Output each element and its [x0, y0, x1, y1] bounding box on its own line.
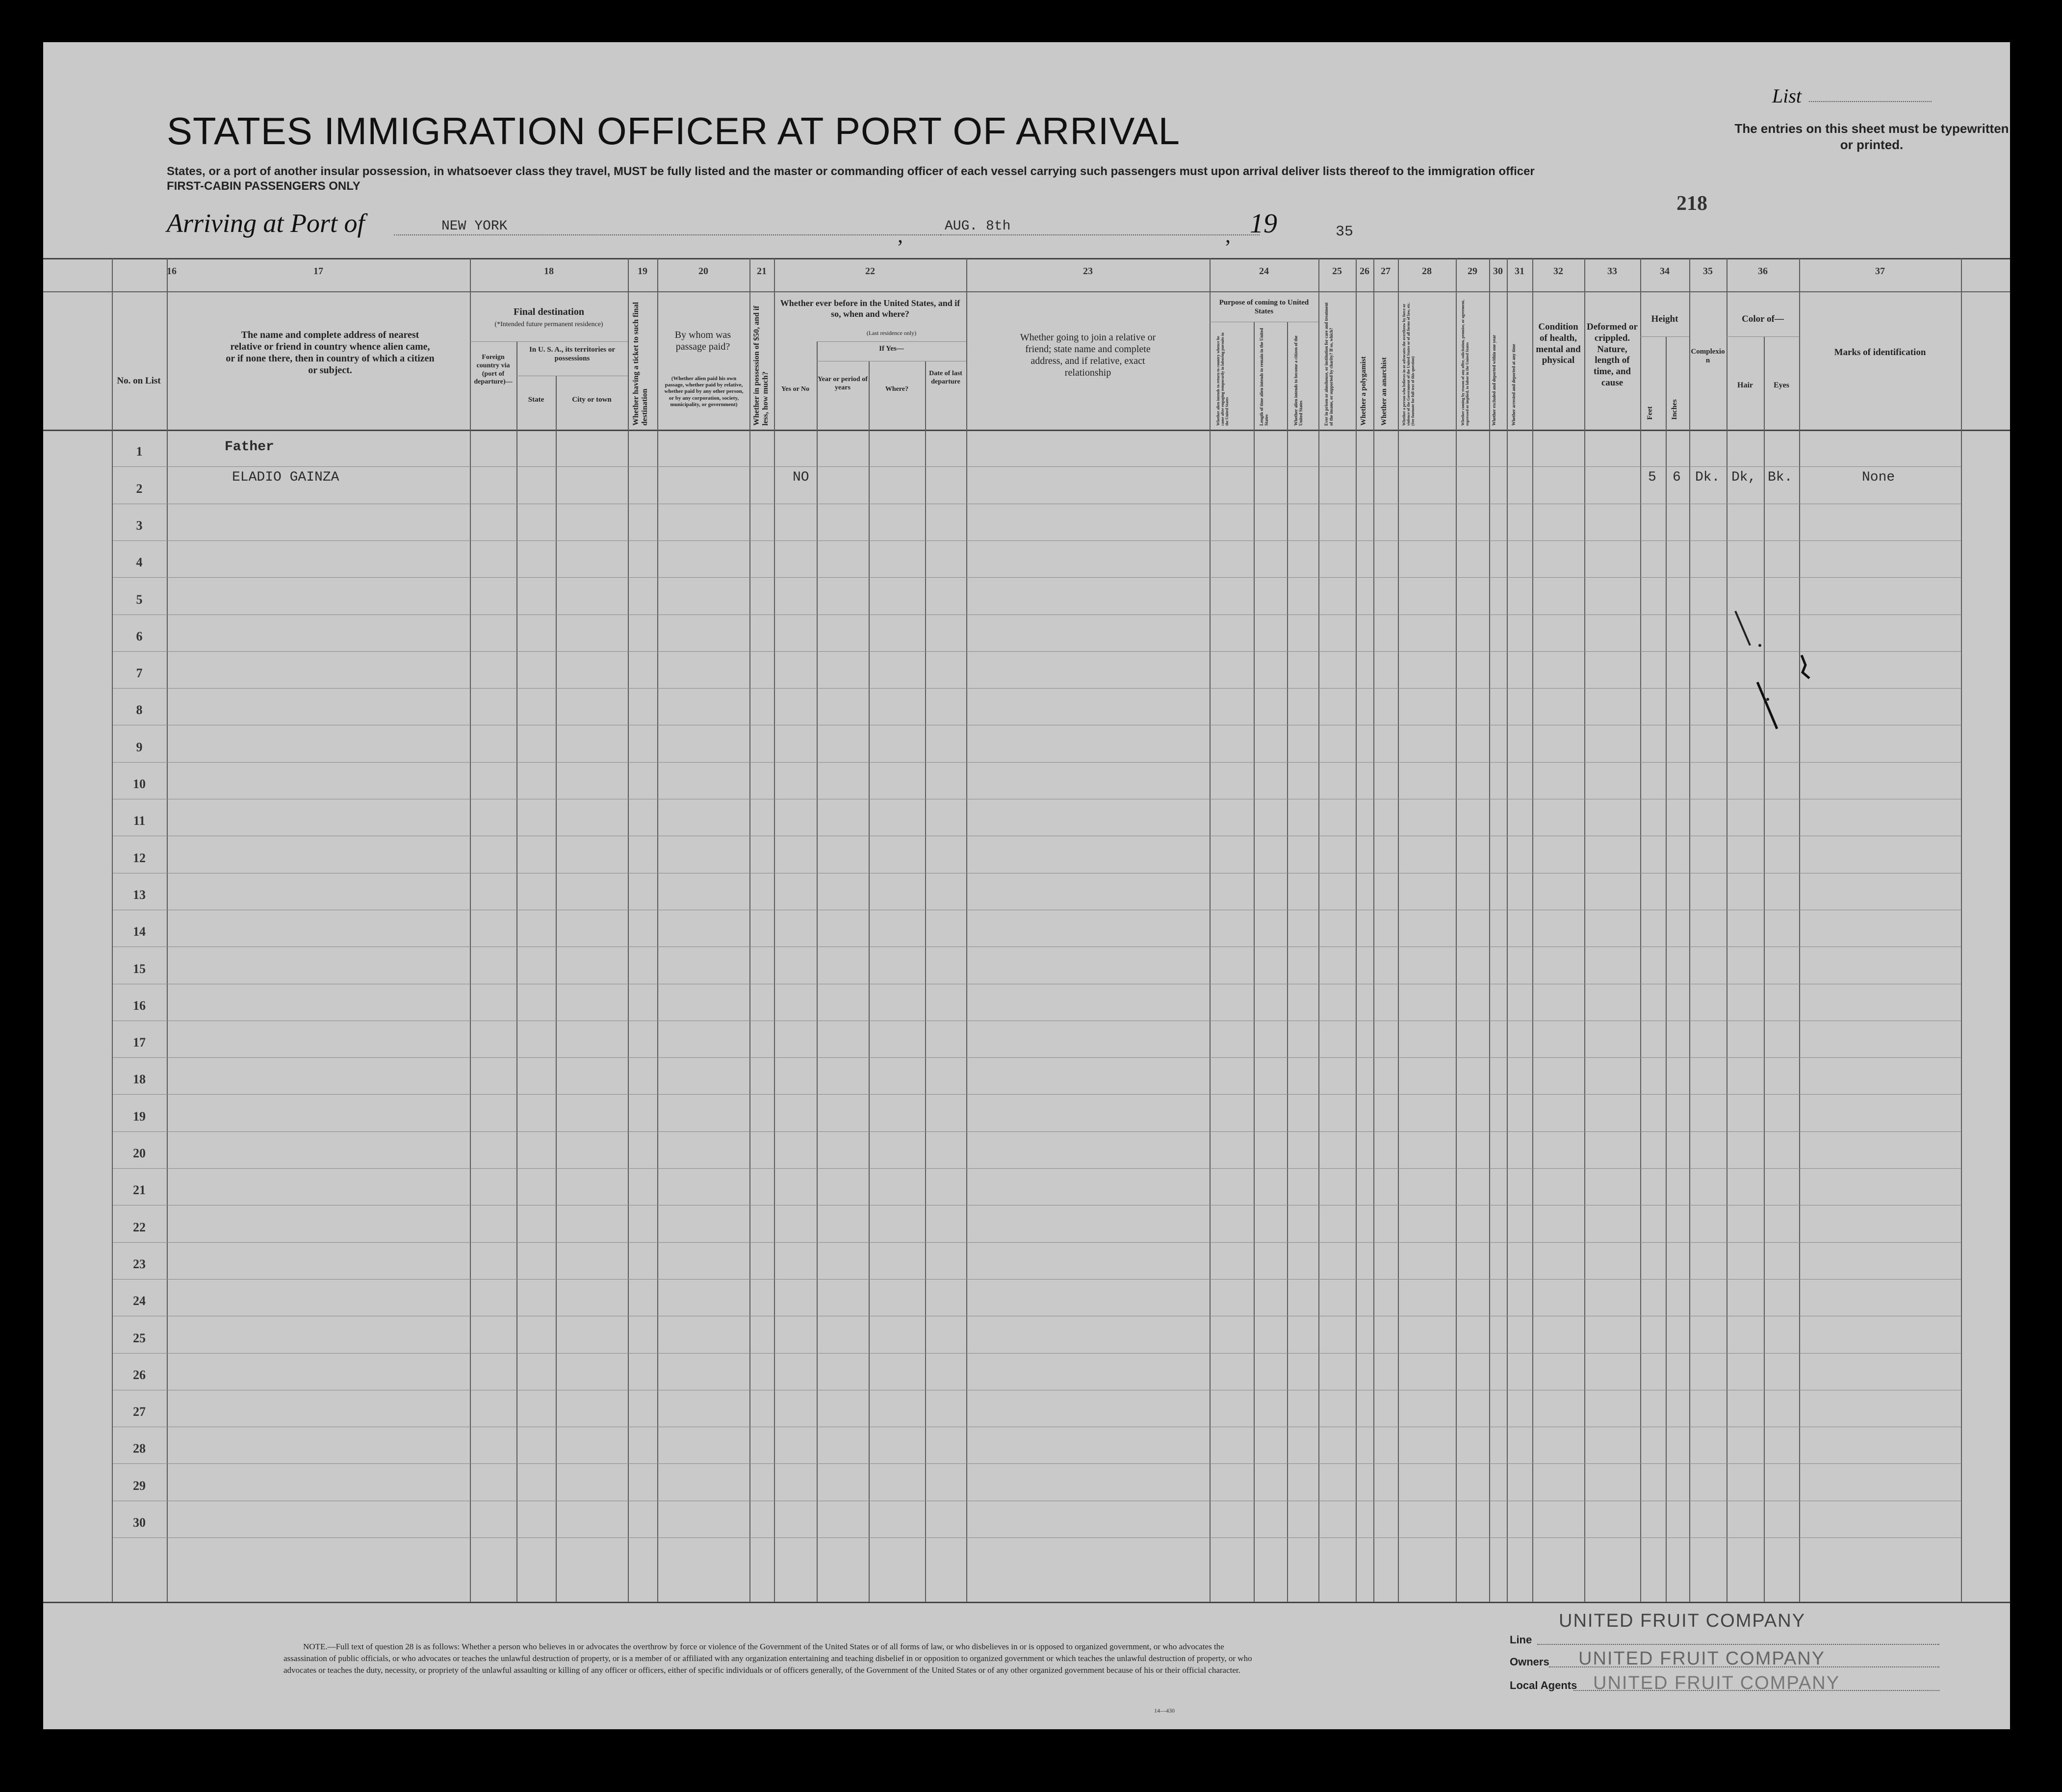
col-number-31: 31 — [1515, 266, 1524, 277]
col-number-28: 28 — [1422, 266, 1432, 277]
col-divider — [1210, 258, 1211, 1602]
row-number: 2 — [136, 482, 143, 496]
col-divider — [657, 258, 658, 1602]
table-row-line — [112, 466, 1961, 467]
row1-complexion: Dk. — [1695, 470, 1720, 485]
col-number-16: 16 — [167, 266, 177, 277]
header-complexion: Complexion — [1691, 348, 1725, 364]
row-number: 16 — [133, 998, 146, 1013]
header-join-relative: Whether going to join a relative or friend; state name and complete address, and if relative, exact relationship — [1020, 332, 1156, 378]
header-purpose-a: Whether alien intends to return to country whence he came after engaging temporarily in laboring pursuits in the United States — [1216, 333, 1229, 426]
col-divider — [1318, 258, 1319, 1602]
row1-name: ELADIO GAINZA — [232, 470, 339, 485]
col-number-21: 21 — [757, 266, 767, 277]
header-usa: In U. S. A., its territories or possessions — [529, 346, 615, 362]
header-foreign-country: Foreign country via (port of departure)— — [474, 354, 513, 386]
page-title: STATES IMMIGRATION OFFICER AT PORT OF ARRIVAL — [167, 109, 1181, 153]
table-row-line — [112, 1353, 1961, 1354]
port-value: NEW YORK — [441, 219, 508, 234]
row-number: 18 — [133, 1072, 146, 1086]
row1-before-us: NO — [793, 470, 809, 485]
col-divider — [1799, 258, 1800, 1602]
form-number: 14—430 — [1154, 1707, 1175, 1714]
col-divider — [1640, 258, 1641, 1602]
col-number-29: 29 — [1468, 266, 1477, 277]
table-row-line — [112, 1242, 1961, 1243]
header-passage-title: By whom was passage paid? — [674, 330, 731, 352]
subheader-line — [1640, 336, 1689, 337]
agents-value: UNITED FRUIT COMPANY — [1593, 1673, 1840, 1693]
header-overthrow: Whether a person who believes in or advocates the overthrow by force or violence of the Government of the United States or of all forms of law, etc. (See footnote for full text of this question) — [1402, 302, 1416, 426]
col-number-22: 22 — [865, 266, 875, 277]
row-number: 1 — [136, 444, 143, 459]
arriving-label: Arriving at Port of — [167, 208, 365, 238]
year-prefix: 19 — [1250, 208, 1277, 239]
row-number: 6 — [136, 629, 143, 643]
header-relative-address: The name and complete address of nearest relative or friend in country whence alien came, or if none there, then in country of which a citizen or subject. — [226, 330, 435, 376]
header-marks: Marks of identification — [1834, 347, 1926, 358]
table-row-line — [112, 688, 1961, 689]
row1-inches: 6 — [1673, 470, 1681, 485]
col-divider — [1254, 322, 1255, 1602]
header-purpose: Purpose of coming to United States — [1219, 299, 1309, 315]
col-divider — [1764, 336, 1765, 1602]
header-before-us-sub: (Last residence only) — [866, 330, 917, 336]
col-divider — [628, 258, 629, 1602]
col-divider — [167, 258, 168, 1602]
row-number: 28 — [133, 1441, 146, 1456]
col-divider — [1961, 258, 1962, 1602]
table-row-line — [112, 577, 1961, 578]
table-bottom-border — [43, 1602, 2010, 1603]
table-row-line — [112, 762, 1961, 763]
table-top-border — [43, 258, 2010, 259]
header-inches: Inches — [1671, 399, 1678, 420]
header-purpose-b: Length of time alien intends to remain in the United States — [1259, 328, 1269, 426]
table-row-line — [112, 1279, 1961, 1280]
row-number: 22 — [133, 1220, 146, 1234]
header-ticket: Whether having a ticket to such final destination — [632, 302, 649, 426]
row-number: 13 — [133, 888, 146, 902]
list-number-line — [1809, 101, 1932, 102]
row-number: 29 — [133, 1479, 146, 1493]
typewritten-note: The entries on this sheet must be typewritten or printed. — [1734, 121, 2009, 152]
line-field — [1537, 1644, 1939, 1645]
row-number: 20 — [133, 1146, 146, 1160]
comma: , — [898, 223, 903, 247]
header-no-on-list-text: No. on List — [117, 376, 161, 386]
owners-label: Owners — [1510, 1656, 1549, 1668]
header-deformed: Deformed or crippled. Nature, length of time, and cause — [1587, 322, 1638, 388]
table-row-line — [112, 614, 1961, 615]
row-number: 8 — [136, 703, 143, 717]
class-label: FIRST-CABIN PASSENGERS ONLY — [167, 179, 361, 193]
year-suffix: 35 — [1336, 224, 1354, 240]
header-prison: Ever in prison or almshouse, or institution for care and treatment of the insane, or supported by charity? If so, which? — [1324, 302, 1334, 426]
col-divider — [1398, 258, 1399, 1602]
col-divider — [966, 258, 967, 1602]
col-number-23: 23 — [1083, 266, 1093, 277]
header-yes-no: Yes or No — [781, 385, 810, 393]
row-number: 17 — [133, 1035, 146, 1050]
header-anarchist: Whether an anarchist — [1380, 357, 1388, 426]
col-number-25: 25 — [1332, 266, 1342, 277]
row-number: 5 — [136, 592, 143, 607]
header-year-period: Year or period of years — [818, 376, 868, 391]
header-purpose-c: Whether alien intends to become a citizen of the United States — [1293, 335, 1303, 426]
header-arrested: Whether arrested and deported at any time — [1511, 344, 1516, 426]
col-number-32: 32 — [1553, 266, 1563, 277]
col-divider — [1356, 258, 1357, 1602]
header-labor-offer: Whether coming by reason of any offer, solicitation, promise, or agreement, expressed or implied, to labor in the United States — [1461, 300, 1470, 426]
footer-note: NOTE.—Full text of question 28 is as follows: Whether a person who believes in or advocates the overthrow by force or violence of the Government of the United States or of all forms of law, or who disbelieves in or is opposed to organized government, or who advocates the assassination of public officials, or who advocates or teaches the unlawful destruction of property, or is a member of or affiliated with any organization entertaining and teaching disbelief in or opposition to organized government or which teaches the unlawful destruction of property, or who advocates or teaches the duty, necessity, or propriety of the unlawful assaulting or killing of any officer or officers, either of specific individuals or of officers generally, of the Government of the United States or of any other organized government because of his or their official character. — [284, 1642, 1252, 1675]
row-number: 4 — [136, 555, 143, 569]
header-if-yes: If Yes— — [879, 345, 904, 353]
row-number: 11 — [133, 814, 146, 828]
col-number-30: 30 — [1493, 266, 1503, 277]
col-number-27: 27 — [1381, 266, 1391, 277]
table-row-line — [112, 1094, 1961, 1095]
row-number: 23 — [133, 1257, 146, 1271]
row1-eyes: Bk. — [1768, 470, 1793, 485]
col-divider — [749, 258, 750, 1602]
row-number: 10 — [133, 777, 146, 791]
header-fifty-dollars: Whether in possession of $50, and if less, how much? — [752, 306, 770, 426]
agents-label: Local Agents — [1510, 1679, 1577, 1691]
row-number: 14 — [133, 924, 146, 939]
header-state: State — [528, 396, 544, 404]
col-divider — [1456, 258, 1457, 1602]
header-where: Where? — [885, 385, 909, 393]
subheader-line — [470, 341, 628, 342]
col-divider — [925, 361, 926, 1602]
row-number: 15 — [133, 962, 146, 976]
row-number: 30 — [133, 1515, 146, 1530]
row1-hair: Dk, — [1731, 470, 1756, 485]
col-number-18: 18 — [544, 266, 554, 277]
header-passage-note: (Whether alien paid his own passage, whether paid by relative, whether paid by any other person, or by any corporation, society, municipality, or government) — [664, 376, 744, 408]
table-row-line — [112, 1131, 1961, 1132]
col-number-17: 17 — [313, 266, 323, 277]
col-number-33: 33 — [1607, 266, 1617, 277]
row-number: 25 — [133, 1331, 146, 1345]
header-hair: Hair — [1737, 381, 1753, 389]
header-height: Height — [1651, 314, 1678, 324]
row1-marks: None — [1862, 470, 1895, 485]
col-divider — [112, 258, 113, 1602]
owners-value: UNITED FRUIT COMPANY — [1578, 1648, 1826, 1669]
row-number: 7 — [136, 666, 143, 680]
table-row-line — [112, 1168, 1961, 1169]
row-number: 12 — [133, 851, 146, 865]
row-number: 26 — [133, 1368, 146, 1382]
table-row-line — [112, 1537, 1961, 1538]
company-stamp: UNITED FRUIT COMPANY — [1559, 1611, 1806, 1631]
header-last-departure: Date of last departure — [929, 370, 962, 385]
col-divider — [1532, 258, 1533, 1602]
header-feet: Feet — [1646, 406, 1654, 420]
col-number-34: 34 — [1660, 266, 1670, 277]
row1-feet: 5 — [1648, 470, 1656, 485]
row-number: 9 — [136, 740, 143, 754]
col-number-36: 36 — [1758, 266, 1768, 277]
header-color-of: Color of— — [1742, 314, 1784, 324]
col-number-24: 24 — [1259, 266, 1269, 277]
table-row-line — [112, 1463, 1961, 1464]
date-line — [941, 234, 1260, 235]
header-excluded: Whether excluded and deported within one year — [1492, 334, 1496, 426]
col-divider — [1507, 258, 1508, 1602]
col-number-19: 19 — [638, 266, 647, 277]
table-row-line — [112, 651, 1961, 652]
list-label: List — [1772, 85, 1802, 107]
col-divider — [470, 258, 471, 1602]
col-divider — [869, 361, 870, 1602]
line-label: Line — [1510, 1634, 1532, 1646]
subheader-line — [817, 341, 966, 342]
header-city: City or town — [572, 396, 612, 404]
port-line — [394, 234, 941, 235]
table-row-line — [112, 540, 1961, 541]
row-number: 21 — [133, 1183, 146, 1197]
header-final-destination: Final destination — [514, 307, 584, 317]
colnum-row-border — [43, 291, 2010, 292]
row-number: 24 — [133, 1294, 146, 1308]
ink-marks — [1730, 582, 1858, 778]
col-divider — [817, 341, 818, 1602]
row-number: 3 — [136, 518, 143, 533]
col-divider — [1689, 258, 1690, 1602]
relation-label: Father — [225, 439, 274, 455]
col-divider — [1287, 322, 1288, 1602]
col-divider — [1373, 258, 1374, 1602]
col-divider — [774, 258, 775, 1602]
col-divider — [556, 376, 557, 1602]
subheader-line — [1727, 336, 1799, 337]
row-number: 27 — [133, 1405, 146, 1419]
col-number-20: 20 — [698, 266, 708, 277]
col-divider — [1584, 258, 1585, 1602]
sheet-number: 218 — [1676, 192, 1707, 215]
col-divider — [516, 341, 517, 1602]
header-health: Condition of health, mental and physical — [1536, 322, 1581, 366]
header-before-us: Whether ever before in the United States, and if so, when and where? — [780, 298, 960, 319]
comma: , — [1225, 223, 1231, 247]
col-number-37: 37 — [1875, 266, 1885, 277]
col-number-35: 35 — [1703, 266, 1713, 277]
table-row-line — [112, 1057, 1961, 1058]
header-final-destination-sub: (*Intended future permanent residence) — [494, 321, 603, 328]
date-value: AUG. 8th — [945, 219, 1011, 234]
col-divider — [1489, 258, 1490, 1602]
header-bottom-border — [43, 430, 2010, 431]
manifest-sheet — [43, 42, 2010, 1729]
header-polygamist: Whether a polygamist — [1360, 356, 1367, 426]
col-divider — [1666, 336, 1667, 1602]
instructions-text: States, or a port of another insular possession, in whatsoever class they travel, MUST be fully listed and the master or commanding officer of each vessel carrying such passengers must upon arrival deliver lists thereof to the immigration officer — [167, 165, 1535, 178]
col-number-26: 26 — [1360, 266, 1369, 277]
row-number: 19 — [133, 1109, 146, 1124]
header-eyes: Eyes — [1774, 381, 1789, 389]
